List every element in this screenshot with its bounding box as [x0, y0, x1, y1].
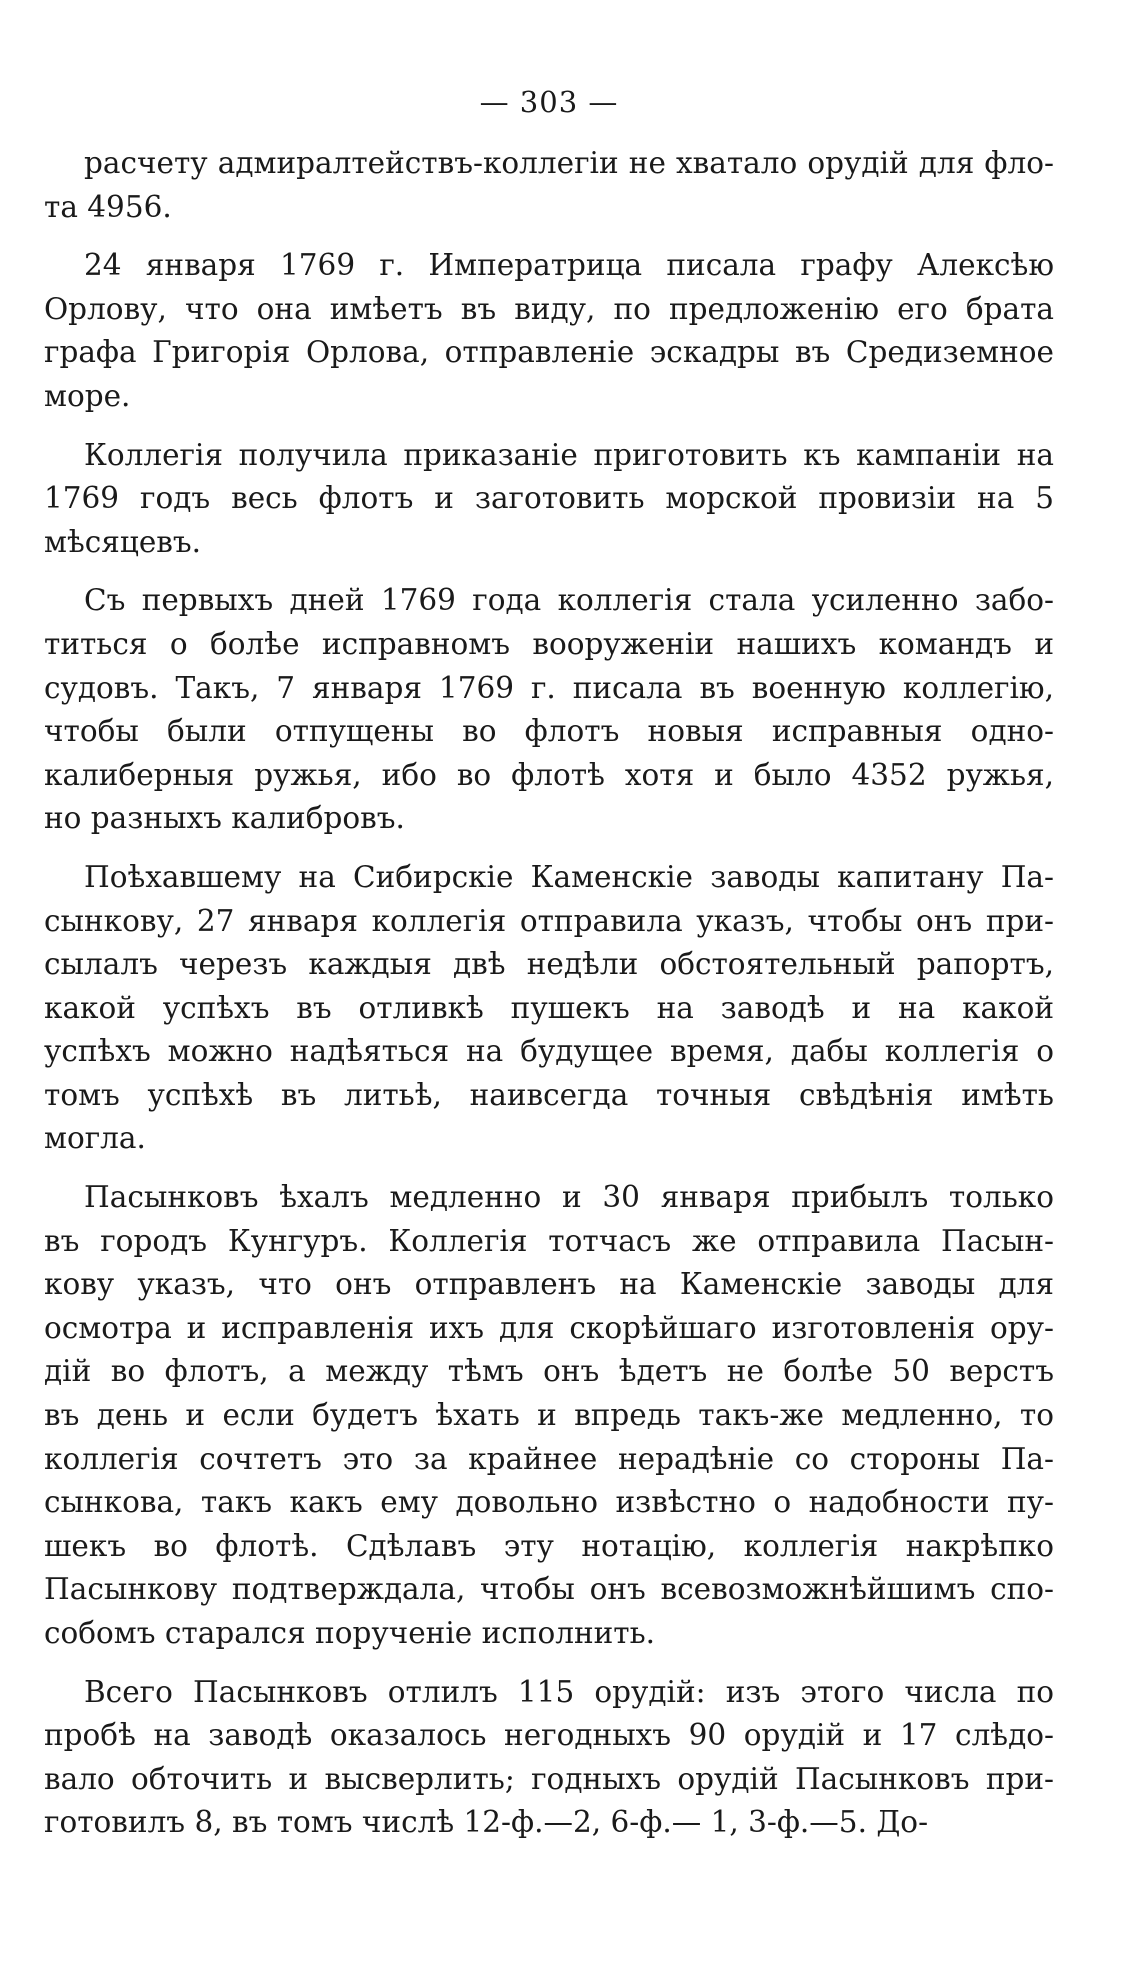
- text-line: сынкова, такъ какъ ему довольно извѣстно о надобности пу-: [44, 1485, 1054, 1520]
- page-number: — 303 —: [479, 85, 619, 119]
- text-line: Коллегія получила приказаніе приготовить къ кампаніи на: [84, 437, 1054, 472]
- text-line: сынкову, 27 января коллегія отправила указъ, чтобы онъ при-: [44, 903, 1054, 938]
- text-line: пробѣ на заводѣ оказалось негодныхъ 90 орудій и 17 слѣдо-: [44, 1718, 1054, 1753]
- paragraph: [44, 1671, 1054, 1845]
- text-line: та 4956.: [44, 189, 172, 224]
- text-line: Съ первыхъ дней 1769 года коллегія стала усиленно забо-: [84, 583, 1054, 618]
- text-line: Орлову, что она имѣетъ въ виду, по предложенію его брата: [44, 291, 1054, 326]
- text-line: могла.: [44, 1121, 146, 1156]
- text-line: томъ успѣхѣ въ литьѣ, наивсегда точныя свѣдѣнія имѣть: [44, 1077, 1054, 1112]
- text-line: судовъ. Такъ, 7 января 1769 г. писала въ военную коллегію,: [44, 670, 1054, 705]
- text-line: 1769 годъ весь флотъ и заготовить морской провизіи на 5: [44, 481, 1054, 516]
- text-line: коллегія сочтетъ это за крайнее нерадѣніе со стороны Па-: [44, 1441, 1054, 1476]
- text-line: Поѣхавшему на Сибирскіе Каменскіе заводы капитану Па-: [84, 859, 1054, 894]
- paragraph: [44, 434, 1054, 565]
- text-line: дій во флотъ, а между тѣмъ онъ ѣдетъ не болѣе 50 верстъ: [44, 1354, 1054, 1389]
- paragraph: [44, 579, 1054, 841]
- text-line: готовилъ 8, въ томъ числѣ 12-ф.—2, 6-ф.— 1, 3-ф.—5. До-: [44, 1805, 929, 1840]
- text-line: 24 января 1769 г. Императрица писала графу Алексѣю: [84, 248, 1054, 283]
- text-line: въ городъ Кунгуръ. Коллегія тотчасъ же отправила Пасын-: [44, 1223, 1054, 1258]
- text-line: море.: [44, 378, 131, 413]
- text-line: мѣсяцевъ.: [44, 524, 202, 559]
- text-line: кову указъ, что онъ отправленъ на Каменскіе заводы для: [44, 1267, 1054, 1302]
- text-line: калиберныя ружья, ибо во флотѣ хотя и было 4352 ружья,: [44, 757, 1054, 792]
- paragraph: [44, 244, 1054, 418]
- text-line: Пасынковъ ѣхалъ медленно и 30 января прибылъ только: [84, 1180, 1054, 1215]
- text-line: шекъ во флотѣ. Сдѣлавъ эту нотацію, коллегія накрѣпко: [44, 1528, 1054, 1563]
- text-line: какой успѣхъ въ отливкѣ пушекъ на заводѣ и на какой: [44, 990, 1054, 1025]
- text-line: расчету адмиралтействъ-коллегіи не хватало орудій для фло-: [84, 146, 1054, 180]
- paragraph: [44, 142, 1054, 229]
- text-line: успѣхъ можно надѣяться на будущее время, дабы коллегія о: [44, 1034, 1054, 1069]
- text-line: въ день и если будетъ ѣхать и впредь такъ-же медленно, то: [44, 1398, 1054, 1433]
- text-line: чтобы были отпущены во флотъ новыя исправныя одно-: [44, 714, 1054, 749]
- paragraph: [44, 1176, 1054, 1656]
- document-page: [44, 80, 1054, 1860]
- body-text: [44, 142, 1054, 1845]
- text-line: графа Григорія Орлова, отправленіе эскадры въ Средиземное: [44, 335, 1054, 370]
- paragraph: [44, 856, 1054, 1161]
- text-line: собомъ старался порученіе исполнить.: [44, 1616, 656, 1650]
- text-line: Всего Пасынковъ отлилъ 115 орудій: изъ этого числа по: [84, 1674, 1054, 1709]
- text-line: но разныхъ калибровъ.: [44, 801, 405, 836]
- text-line: вало обточить и высверлить; годныхъ орудій Пасынковъ при-: [44, 1761, 1054, 1796]
- text-line: сылалъ черезъ каждыя двѣ недѣли обстоятельный рапортъ,: [44, 947, 1054, 982]
- text-line: титься о болѣе исправномъ вооруженіи нашихъ командъ и: [44, 626, 1054, 661]
- text-line: Пасынкову подтверждала, чтобы онъ всевозможнѣйшимъ спо-: [44, 1572, 1054, 1607]
- text-line: осмотра и исправленія ихъ для скорѣйшаго изготовленія ору-: [44, 1310, 1054, 1345]
